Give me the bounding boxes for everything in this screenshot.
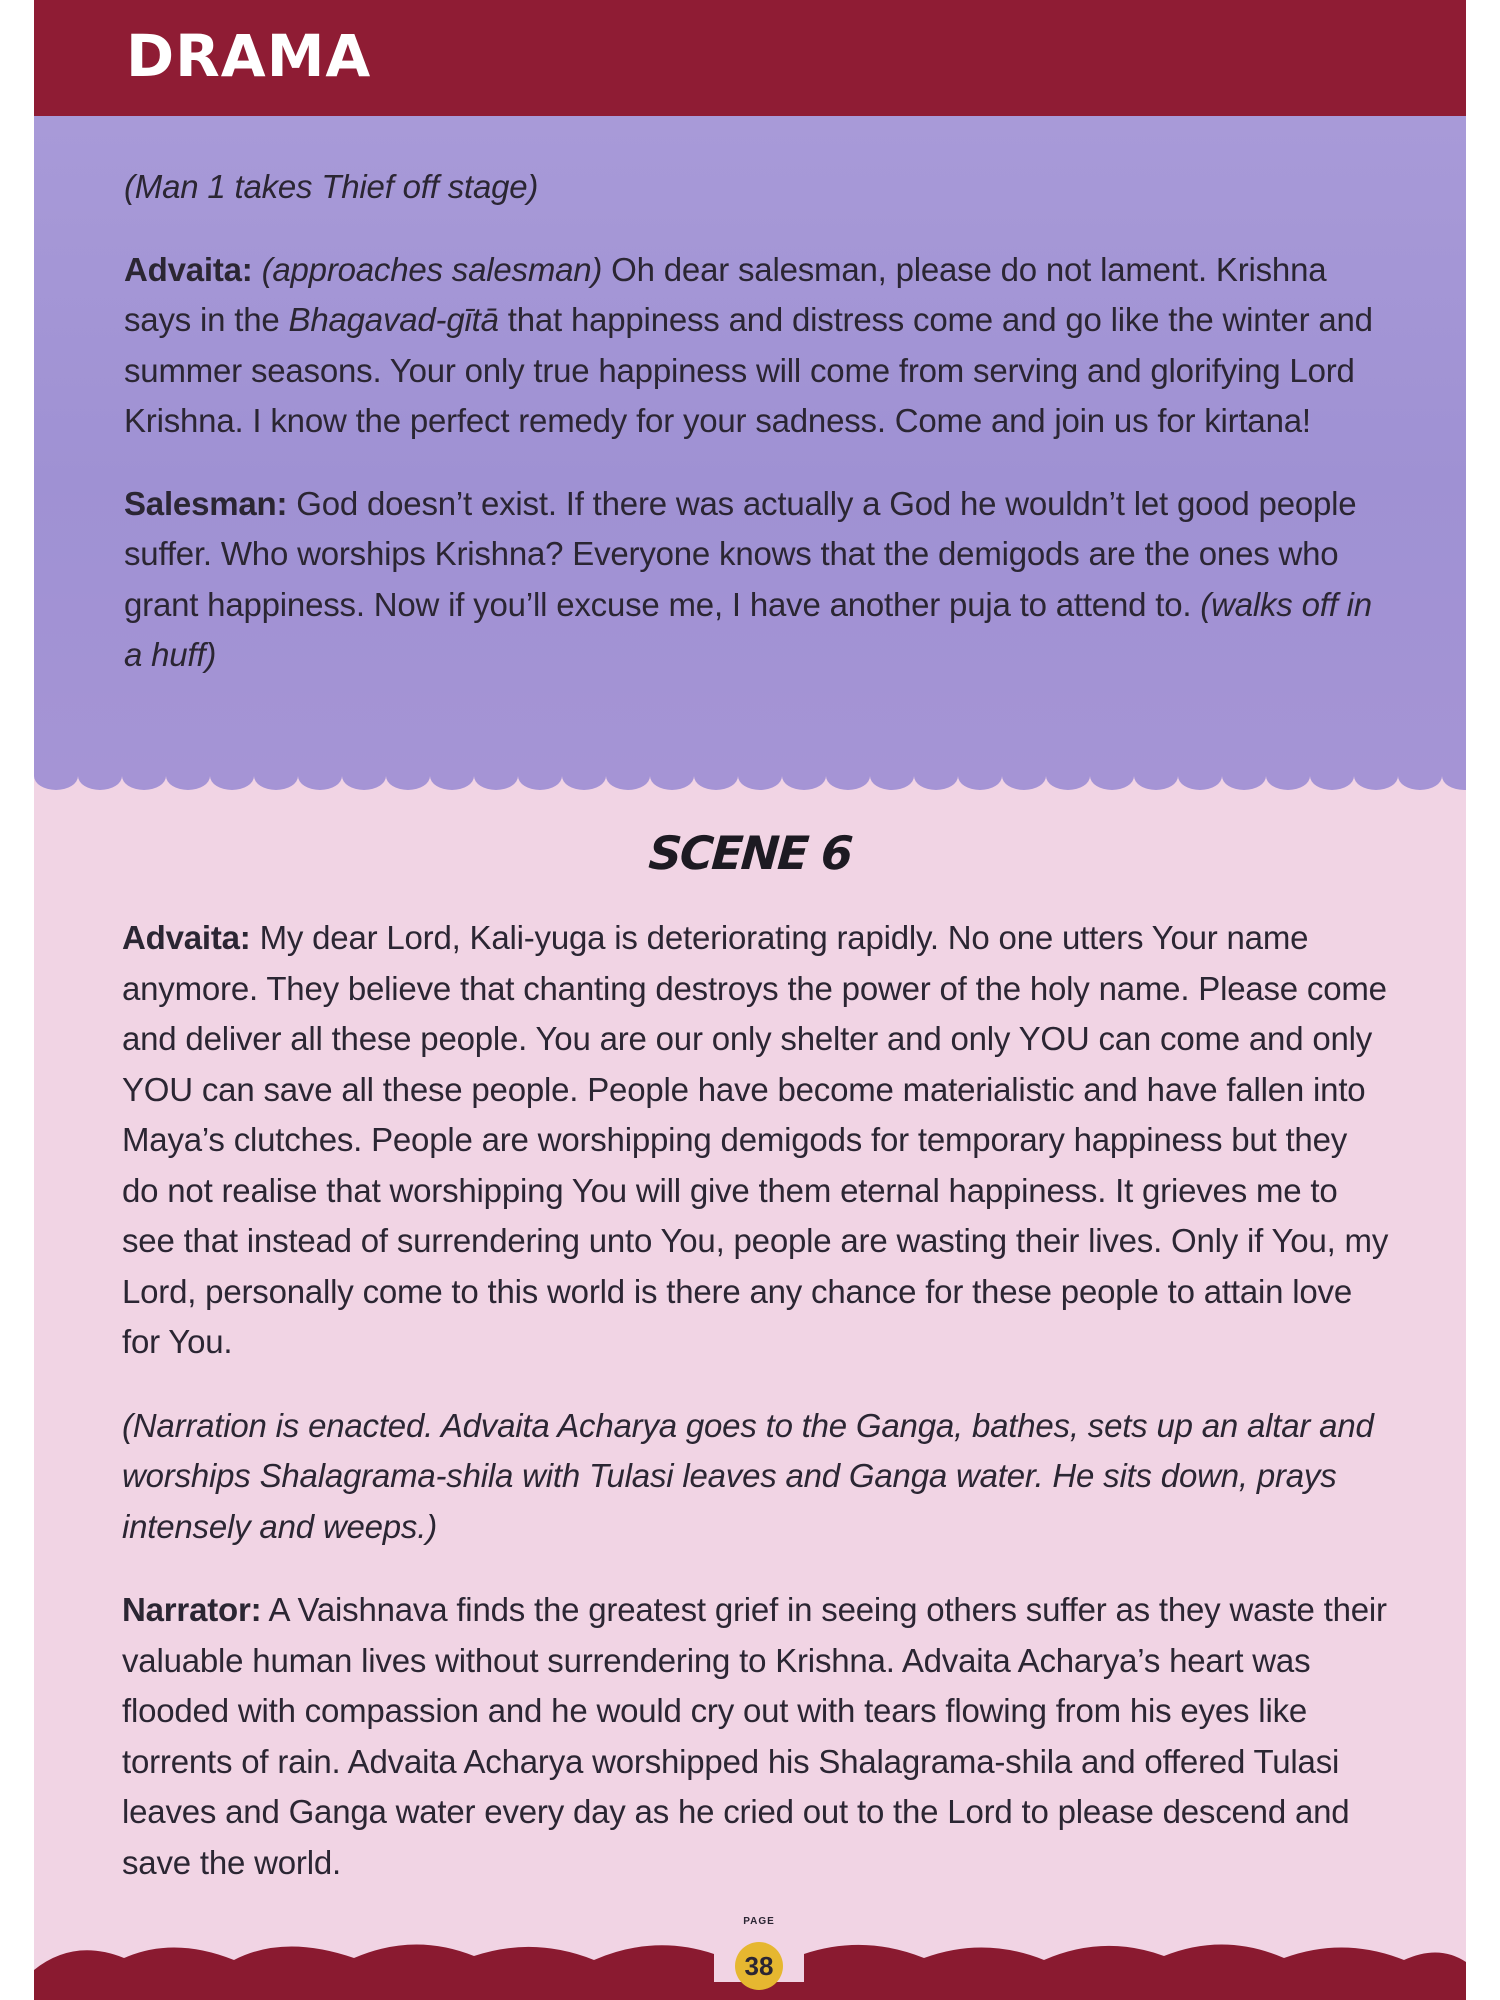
speaker-label: Narrator:	[122, 1591, 262, 1628]
scalloped-divider	[34, 776, 1466, 816]
stage-direction-inline: (approaches salesman)	[261, 250, 603, 288]
dialogue-text: My dear Lord, Kali-yuga is deteriorating rapidly. No one utters Your name anymore. They believe that chanting destroys the power of the holy name. Please come and deliver all these people. You are our only shelter and only YOU can come and only YOU can save all these people. People have become materialistic and have fallen into Maya’s clutches. People are worshipping demigods for temporary happiness but they do not realise that worshipping You will give them eternal happiness. It grieves me to see that instead of surrendering unto You, people are wasting their lives. Only if You, my Lord, personally come to this world is there any chance for these people to attain love for You.	[122, 919, 1389, 1360]
header-title: DRAMA	[126, 22, 372, 90]
book-title: Bhagavad-gītā	[288, 301, 499, 338]
narrator-dialogue	[122, 1585, 1392, 1888]
page-label: PAGE	[743, 1916, 775, 1927]
dialogue-text: Oh dear salesman, please do not lament. Krishna says in the	[124, 250, 1327, 338]
page	[34, 0, 1466, 2000]
speaker-label: Advaita:	[124, 250, 253, 288]
dialogue-text: God doesn’t exist. If there was actually a God he wouldn’t let good people suffer. Who worships Krishna? Everyone knows that the demigods are the ones who grant happiness. Now if you’ll excuse me, I have another puja to attend to.	[124, 484, 1357, 623]
header-bar	[34, 0, 1466, 116]
scene-title: SCENE 6	[646, 826, 854, 880]
section1-text	[124, 162, 1374, 681]
narration-stage-direction: (Narration is enacted. Advaita Acharya goes to the Ganga, bathes, sets up an altar and worships Shalagrama-shila with Tulasi leaves and Ganga water. He sits down, prays intensely and weeps.)	[122, 1406, 1374, 1545]
speaker-label: Advaita:	[122, 919, 251, 956]
stage-direction-inline: (walks off in a huff)	[124, 585, 1372, 673]
page-number-badge: 38	[735, 1942, 783, 1990]
purple-dialogue-section	[34, 116, 1466, 776]
section2-text	[122, 913, 1392, 1888]
dialogue-text: A Vaishnava finds the greatest grief in seeing others suffer as they waste their valuable human lives without surrendering to Krishna. Advaita Acharya’s heart was flooded with compassion and he would cry out with tears flowing from his eyes like torrents of rain. Advaita Acharya worshipped his Shalagrama-shila and offered Tulasi leaves and Ganga water every day as he cried out to the Lord to please descend and save the world.	[122, 1591, 1387, 1881]
speaker-label: Salesman:	[124, 484, 288, 522]
salesman-dialogue	[124, 479, 1374, 681]
stage-direction: (Man 1 takes Thief off stage)	[124, 168, 539, 205]
dialogue-text: that happiness and distress come and go like the winter and summer seasons. Your only true happiness will come from serving and glorifying Lord Krishna. I know the perfect remedy for your sadness. Come and join us for kirtana!	[124, 301, 1373, 439]
advaita-dialogue-2	[122, 913, 1392, 1368]
advaita-dialogue-1	[124, 245, 1374, 447]
